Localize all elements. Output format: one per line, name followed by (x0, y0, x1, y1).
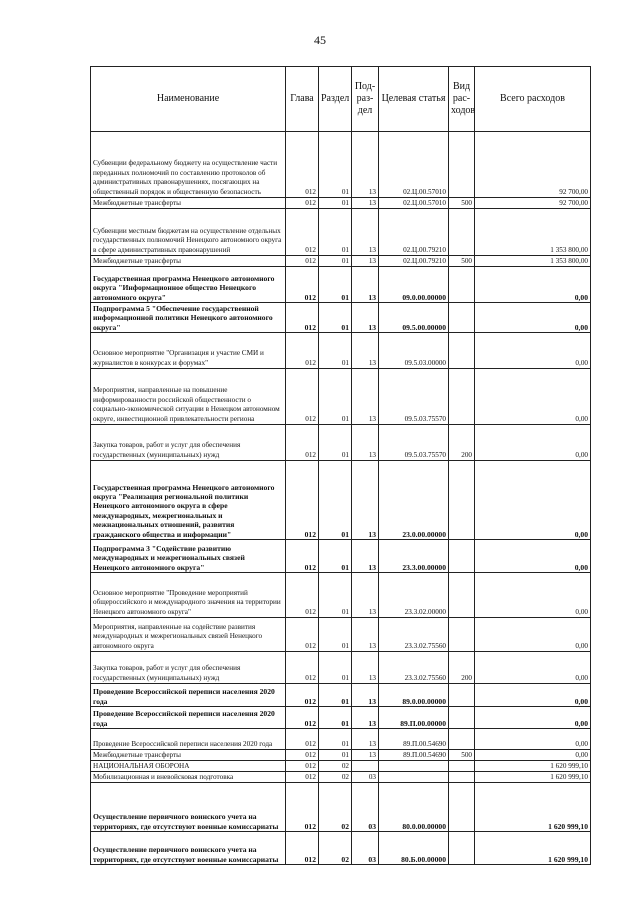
cell-glava: 012 (286, 761, 319, 772)
cell-name: Проведение Всероссийской переписи населения 2020 года (91, 729, 286, 750)
cell-name: Основное мероприятие "Проведение мероприятий общероссийского и международного значения на территории Ненецкого автономного округа" (91, 573, 286, 618)
table-row (91, 783, 591, 832)
cell-total: 0,00 (475, 750, 591, 761)
cell-target: 23.3.02.00000 (379, 573, 449, 618)
cell-total: 0,00 (475, 540, 591, 573)
cell-target: 89.0.00.00000 (379, 684, 449, 707)
cell-total: 0,00 (475, 729, 591, 750)
cell-target: 23.0.00.00000 (379, 461, 449, 540)
table-row (91, 684, 591, 707)
cell-podrazdel: 13 (352, 267, 379, 303)
cell-target: 23.3.00.00000 (379, 540, 449, 573)
cell-vr (449, 461, 475, 540)
cell-vr (449, 772, 475, 783)
cell-razdel: 01 (319, 333, 352, 369)
cell-glava: 012 (286, 652, 319, 684)
cell-name: Закупка товаров, работ и услуг для обеспечения государственных (муниципальных) нужд (91, 652, 286, 684)
table-row (91, 750, 591, 761)
header-row (91, 67, 591, 132)
cell-razdel: 01 (319, 256, 352, 267)
table-row (91, 303, 591, 333)
cell-vr: 200 (449, 425, 475, 461)
cell-name: Государственная программа Ненецкого автономного округа "Реализация региональной политики Ненецкого автономного округа в сфере международных, межрегиональных и межнациональных отношений, развития гражданского общества и информации" (91, 461, 286, 540)
header-target: Целевая статья (379, 67, 449, 132)
cell-glava: 012 (286, 772, 319, 783)
cell-podrazdel: 13 (352, 707, 379, 729)
cell-glava: 012 (286, 333, 319, 369)
cell-name: Мобилизационная и вневойсковая подготовка (91, 772, 286, 783)
cell-name: Осуществление первичного воинского учета на территориях, где отсутствуют военные комиссариаты (91, 783, 286, 832)
cell-vr (449, 132, 475, 198)
cell-name: Закупка товаров, работ и услуг для обеспечения государственных (муниципальных) нужд (91, 425, 286, 461)
table-row (91, 832, 591, 865)
table-row (91, 267, 591, 303)
cell-razdel: 01 (319, 707, 352, 729)
cell-vr (449, 333, 475, 369)
table-row (91, 425, 591, 461)
cell-target: 09.5.00.00000 (379, 303, 449, 333)
table-row (91, 652, 591, 684)
table-row (91, 707, 591, 729)
cell-podrazdel: 13 (352, 618, 379, 652)
cell-target: 89.П.00.54690 (379, 750, 449, 761)
cell-glava: 012 (286, 303, 319, 333)
cell-podrazdel: 03 (352, 772, 379, 783)
cell-razdel: 01 (319, 303, 352, 333)
cell-name: Межбюджетные трансферты (91, 750, 286, 761)
cell-vr (449, 303, 475, 333)
cell-total: 1 620 999,10 (475, 832, 591, 865)
cell-glava: 012 (286, 198, 319, 209)
cell-target: 09.5.03.00000 (379, 333, 449, 369)
table-row (91, 772, 591, 783)
cell-podrazdel (352, 761, 379, 772)
cell-razdel: 01 (319, 684, 352, 707)
cell-razdel: 01 (319, 540, 352, 573)
cell-glava: 012 (286, 461, 319, 540)
cell-podrazdel: 13 (352, 750, 379, 761)
table-row (91, 209, 591, 256)
cell-vr: 500 (449, 750, 475, 761)
cell-glava: 012 (286, 618, 319, 652)
cell-name: НАЦИОНАЛЬНАЯ ОБОРОНА (91, 761, 286, 772)
cell-podrazdel: 13 (352, 540, 379, 573)
cell-glava: 012 (286, 267, 319, 303)
table-row (91, 132, 591, 198)
table-row (91, 540, 591, 573)
cell-vr (449, 209, 475, 256)
cell-name: Проведение Всероссийской переписи населения 2020 года (91, 684, 286, 707)
header-total: Всего расходов (475, 67, 591, 132)
cell-total: 0,00 (475, 267, 591, 303)
table-row (91, 573, 591, 618)
cell-glava: 012 (286, 750, 319, 761)
cell-total: 92 700,00 (475, 132, 591, 198)
cell-total: 0,00 (475, 707, 591, 729)
cell-razdel: 01 (319, 425, 352, 461)
cell-glava: 012 (286, 425, 319, 461)
cell-podrazdel: 13 (352, 729, 379, 750)
cell-razdel: 01 (319, 461, 352, 540)
cell-name: Государственная программа Ненецкого автономного округа "Информационное общество Ненецкого автономного округа" (91, 267, 286, 303)
cell-podrazdel: 13 (352, 461, 379, 540)
cell-glava: 012 (286, 540, 319, 573)
cell-podrazdel: 13 (352, 303, 379, 333)
cell-name: Подпрограмма 5 "Обеспечение государственной информационной политики Ненецкого автономного округа" (91, 303, 286, 333)
cell-razdel: 01 (319, 198, 352, 209)
cell-target: 09.5.03.75570 (379, 425, 449, 461)
header-razdel: Раздел (319, 67, 352, 132)
cell-target: 09.5.03.75570 (379, 369, 449, 425)
cell-name: Мероприятия, направленные на повышение информированности российской общественности о социально-экономической ситуации в Ненецком автономном округе, инвестиционной привлекательности региона (91, 369, 286, 425)
budget-table (90, 66, 591, 865)
cell-glava: 012 (286, 256, 319, 267)
cell-razdel: 01 (319, 618, 352, 652)
cell-target: 02.Ц.00.79210 (379, 256, 449, 267)
cell-podrazdel: 13 (352, 573, 379, 618)
cell-total: 92 700,00 (475, 198, 591, 209)
cell-total: 1 620 999,10 (475, 761, 591, 772)
cell-name: Подпрограмма 3 "Содействие развитию международных и межрегиональных связей Ненецкого автономного округа" (91, 540, 286, 573)
table-row (91, 761, 591, 772)
cell-total: 0,00 (475, 333, 591, 369)
header-name: Наименование (91, 67, 286, 132)
cell-name: Проведение Всероссийской переписи населения 2020 года (91, 707, 286, 729)
cell-vr (449, 707, 475, 729)
cell-total: 1 620 999,10 (475, 772, 591, 783)
cell-glava: 012 (286, 369, 319, 425)
cell-glava: 012 (286, 573, 319, 618)
cell-total: 0,00 (475, 684, 591, 707)
cell-vr: 500 (449, 256, 475, 267)
cell-total: 1 353 800,00 (475, 256, 591, 267)
header-podrazdel: Под-раз-дел (352, 67, 379, 132)
cell-total: 1 620 999,10 (475, 783, 591, 832)
cell-target (379, 772, 449, 783)
cell-total: 0,00 (475, 369, 591, 425)
cell-podrazdel: 13 (352, 198, 379, 209)
cell-target: 80.Б.00.00000 (379, 832, 449, 865)
cell-glava: 012 (286, 783, 319, 832)
cell-vr (449, 369, 475, 425)
cell-name: Осуществление первичного воинского учета на территориях, где отсутствуют военные комиссариаты (91, 832, 286, 865)
cell-vr: 500 (449, 198, 475, 209)
cell-target: 02.Ц.00.79210 (379, 209, 449, 256)
table-row (91, 369, 591, 425)
cell-target: 09.0.00.00000 (379, 267, 449, 303)
header-vr: Вид рас-ходов (449, 67, 475, 132)
cell-vr (449, 618, 475, 652)
cell-razdel: 02 (319, 772, 352, 783)
cell-total: 0,00 (475, 461, 591, 540)
cell-target: 80.0.00.00000 (379, 783, 449, 832)
cell-razdel: 01 (319, 267, 352, 303)
cell-podrazdel: 13 (352, 369, 379, 425)
cell-total: 0,00 (475, 573, 591, 618)
cell-target: 02.Ц.00.57010 (379, 198, 449, 209)
cell-glava: 012 (286, 684, 319, 707)
cell-vr (449, 832, 475, 865)
cell-glava: 012 (286, 209, 319, 256)
cell-razdel: 01 (319, 369, 352, 425)
cell-target: 02.Ц.00.57010 (379, 132, 449, 198)
cell-target: 89.П.00.54690 (379, 729, 449, 750)
cell-name: Субвенции местным бюджетам на осуществление отдельных государственных полномочий Ненецкого автономного округа в сфере административных правонарушений (91, 209, 286, 256)
table-row (91, 256, 591, 267)
cell-glava: 012 (286, 832, 319, 865)
cell-vr: 200 (449, 652, 475, 684)
table-row (91, 198, 591, 209)
cell-razdel: 02 (319, 832, 352, 865)
cell-razdel: 01 (319, 652, 352, 684)
cell-target: 89.П.00.00000 (379, 707, 449, 729)
cell-podrazdel: 13 (352, 425, 379, 461)
table-row (91, 729, 591, 750)
table-row (91, 333, 591, 369)
cell-name: Мероприятия, направленные на содействие развития международных и межрегиональных связей Ненецкого автономного округа (91, 618, 286, 652)
cell-podrazdel: 13 (352, 256, 379, 267)
cell-podrazdel: 03 (352, 832, 379, 865)
table-row (91, 461, 591, 540)
cell-name: Основное мероприятие "Организация и участие СМИ и журналистов в конкурсах и форумах" (91, 333, 286, 369)
cell-podrazdel: 13 (352, 209, 379, 256)
cell-podrazdel: 13 (352, 684, 379, 707)
cell-total: 0,00 (475, 425, 591, 461)
cell-razdel: 01 (319, 209, 352, 256)
cell-vr (449, 267, 475, 303)
cell-total: 0,00 (475, 652, 591, 684)
cell-total: 0,00 (475, 303, 591, 333)
cell-razdel: 02 (319, 761, 352, 772)
cell-razdel: 01 (319, 573, 352, 618)
cell-total: 0,00 (475, 618, 591, 652)
table-row (91, 618, 591, 652)
cell-podrazdel: 13 (352, 652, 379, 684)
header-glava: Глава (286, 67, 319, 132)
cell-razdel: 01 (319, 132, 352, 198)
cell-podrazdel: 13 (352, 333, 379, 369)
cell-vr (449, 783, 475, 832)
cell-name: Межбюджетные трансферты (91, 198, 286, 209)
cell-glava: 012 (286, 729, 319, 750)
cell-razdel: 01 (319, 729, 352, 750)
cell-razdel: 01 (319, 750, 352, 761)
cell-podrazdel: 03 (352, 783, 379, 832)
page-number: 45 (314, 33, 326, 47)
cell-glava: 012 (286, 707, 319, 729)
cell-target: 23.3.02.75560 (379, 652, 449, 684)
cell-vr (449, 684, 475, 707)
cell-name: Субвенции федеральному бюджету на осуществление части переданных полномочий по составлению протоколов об административных правонарушениях, посягающих на общественный порядок и общественную безопасность (91, 132, 286, 198)
cell-total: 1 353 800,00 (475, 209, 591, 256)
cell-podrazdel: 13 (352, 132, 379, 198)
cell-vr (449, 761, 475, 772)
table-body (91, 132, 591, 865)
cell-name: Межбюджетные трансферты (91, 256, 286, 267)
cell-target (379, 761, 449, 772)
cell-glava: 012 (286, 132, 319, 198)
cell-vr (449, 573, 475, 618)
cell-vr (449, 540, 475, 573)
cell-razdel: 02 (319, 783, 352, 832)
cell-vr (449, 729, 475, 750)
cell-target: 23.3.02.75560 (379, 618, 449, 652)
